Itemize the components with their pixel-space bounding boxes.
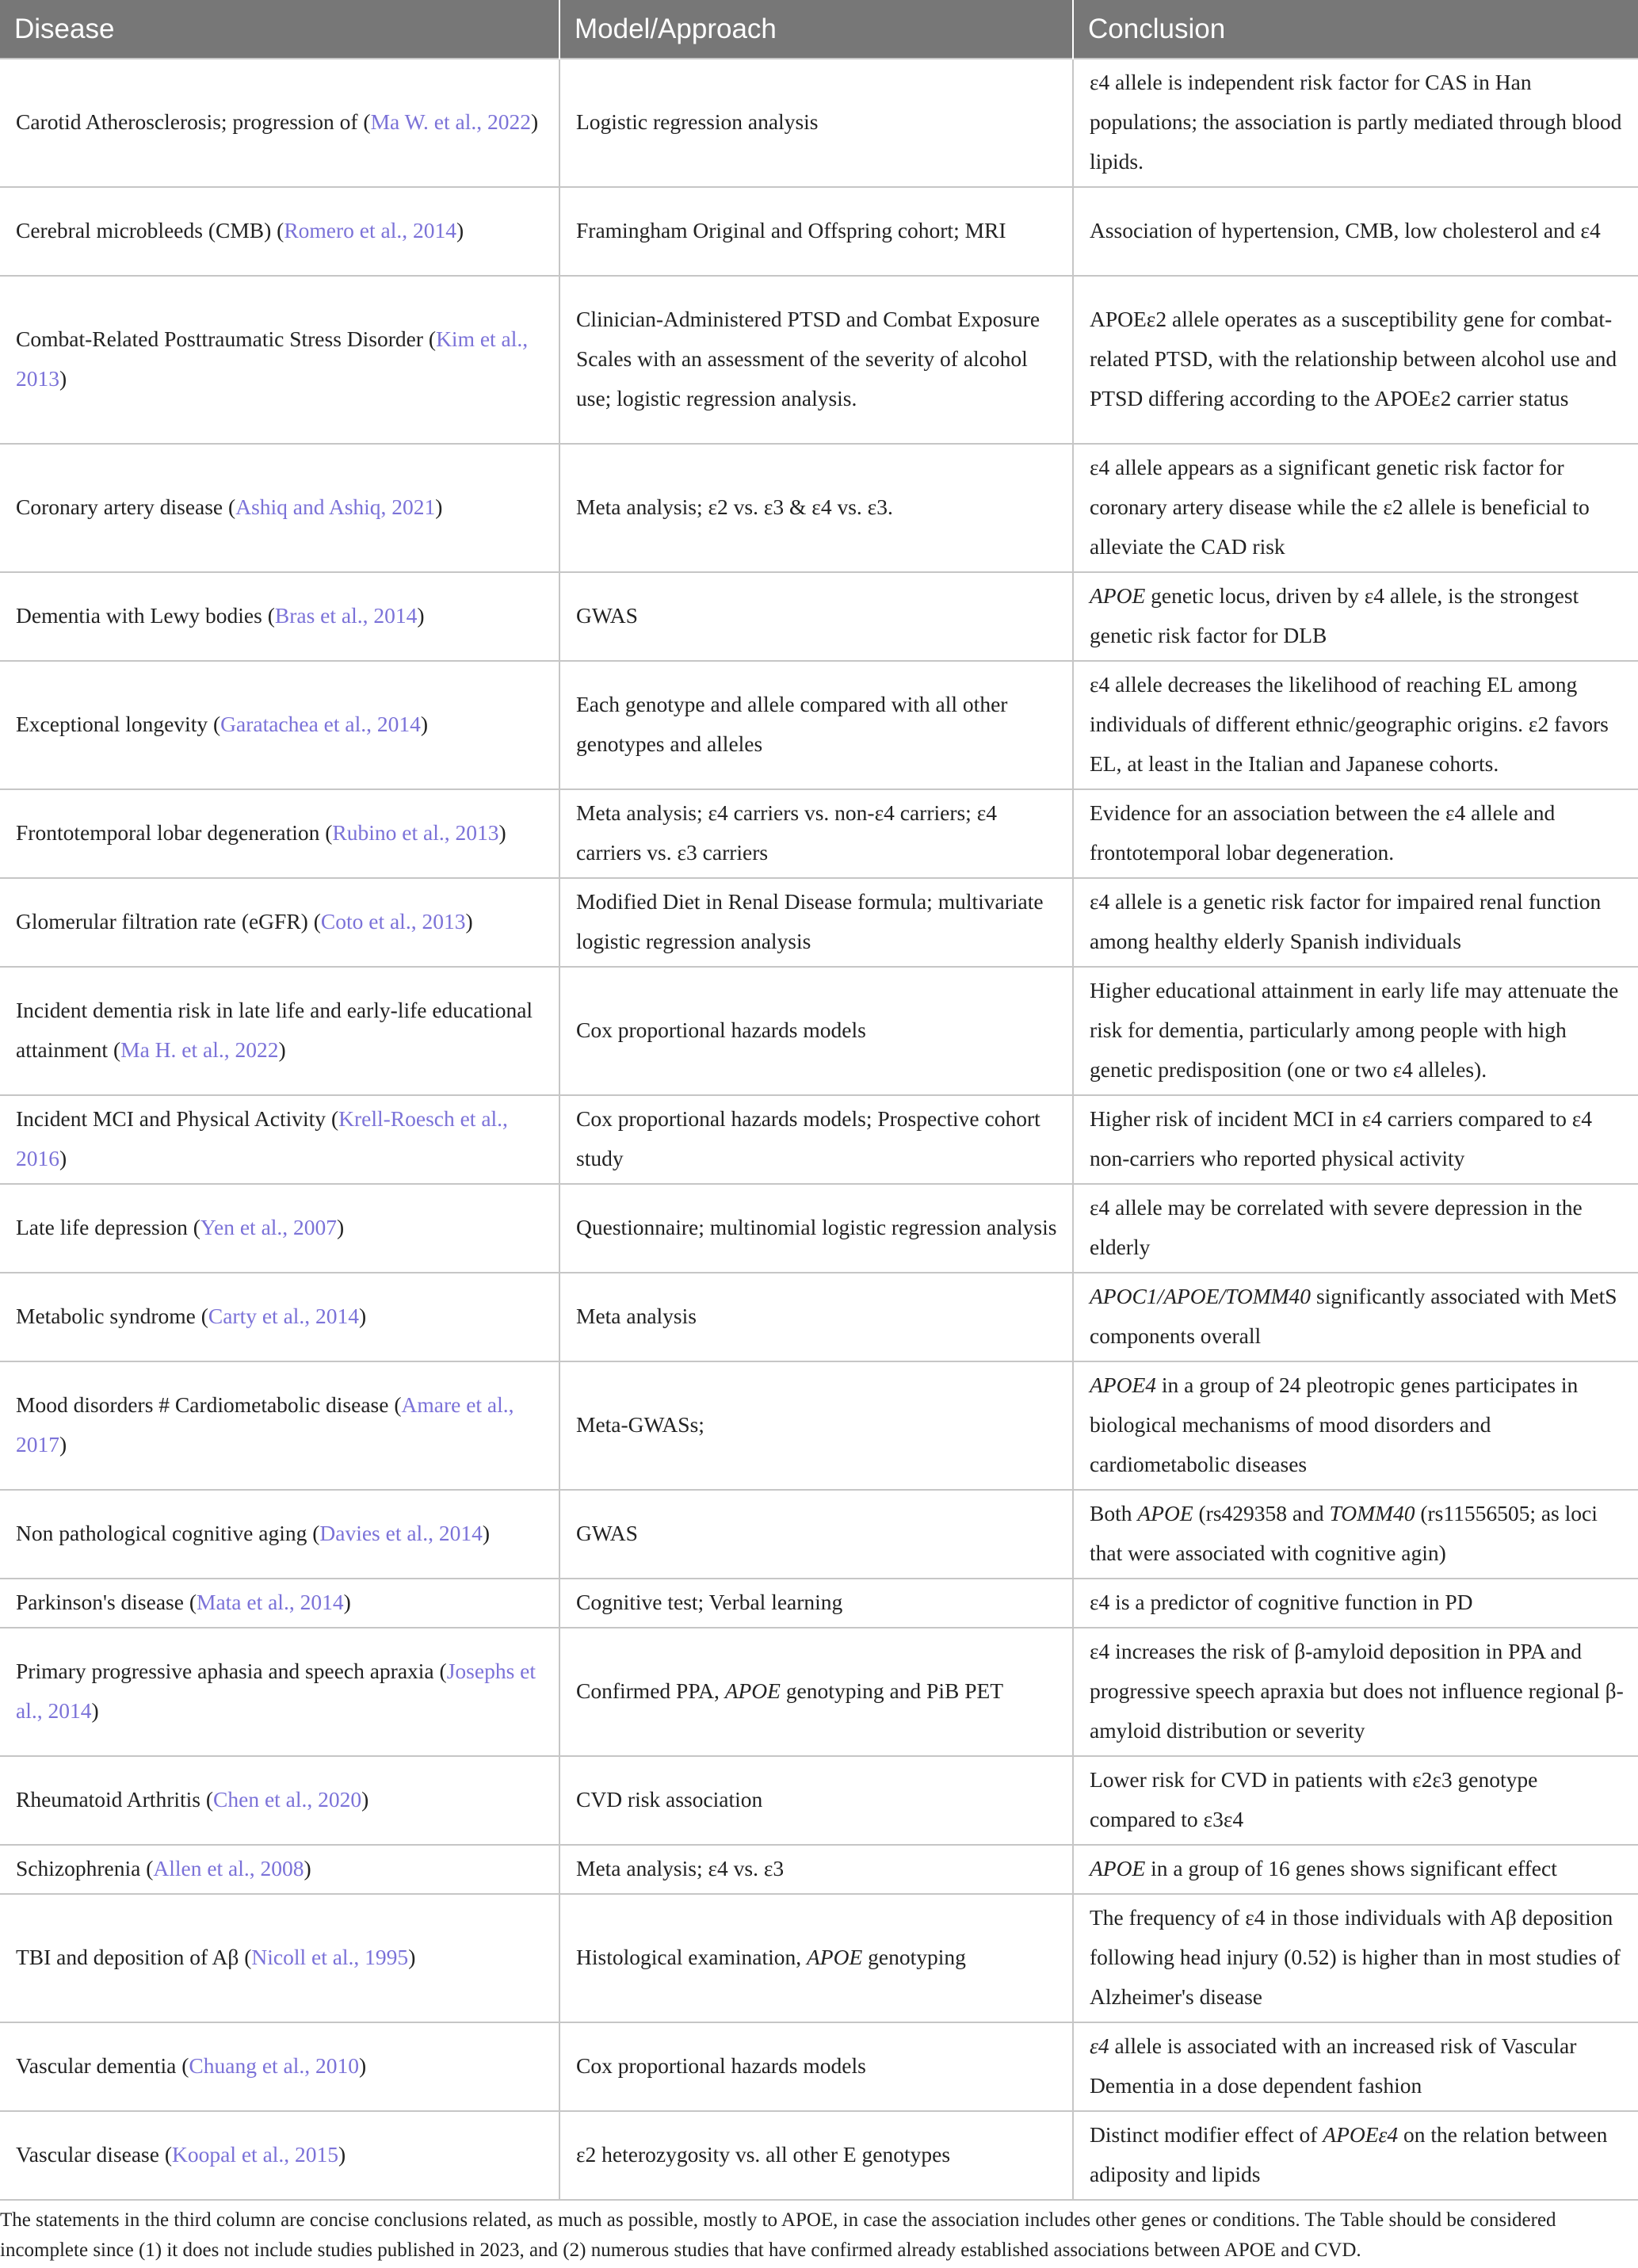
table-row bbox=[0, 1490, 1638, 1579]
cell-disease: Vascular disease (Koopal et al., 2015) bbox=[0, 2111, 559, 2200]
model-text: Clinician-Administered PTSD and Combat Exposure Scales with an assessment of the severity of alcohol use; logistic regression analysis. bbox=[576, 307, 1040, 410]
cell-model bbox=[559, 1490, 1073, 1579]
table-row bbox=[0, 572, 1638, 661]
disease-name: Mood disorders # Cardiometabolic disease bbox=[16, 1392, 389, 1417]
citation-link[interactable]: Koopal et al., 2015 bbox=[172, 2142, 339, 2167]
conclusion-text: Lower risk for CVD in patients with ε2ε3 genotype compared to ε3ε4 bbox=[1090, 1767, 1538, 1831]
model-text: genotyping bbox=[862, 1945, 966, 1969]
conclusion-text-pre: Distinct modifier effect of bbox=[1090, 2122, 1323, 2147]
cell-disease: Cerebral microbleeds (CMB) (Romero et al., 2014) bbox=[0, 187, 559, 276]
model-text: Framingham Original and Offspring cohort; MRI bbox=[576, 218, 1006, 242]
table-row bbox=[0, 2022, 1638, 2111]
cell-model bbox=[559, 789, 1073, 878]
conclusion-gene-name-2: TOMM40 bbox=[1329, 1501, 1415, 1525]
conclusion-text: in a group of 16 genes shows significant effect bbox=[1145, 1856, 1557, 1880]
citation-link[interactable]: Amare et al., 2017 bbox=[16, 1392, 514, 1457]
disease-name: Carotid Atherosclerosis; progression of bbox=[16, 109, 358, 134]
citation-link[interactable]: Ma H. et al., 2022 bbox=[120, 1037, 279, 1062]
conclusion-gene-name: APOC1/APOE/TOMM40 bbox=[1090, 1284, 1312, 1308]
model-text: Cognitive test; Verbal learning bbox=[576, 1590, 843, 1614]
conclusion-text: Higher educational attainment in early life may attenuate the risk for dementia, particularly among people with high genetic predisposition (one or two ε4 alleles). bbox=[1090, 978, 1619, 1082]
citation-link[interactable]: Davies et al., 2014 bbox=[319, 1521, 483, 1545]
conclusion-gene-name: APOE bbox=[1090, 1856, 1146, 1880]
conclusion-text: Higher risk of incident MCI in ε4 carriers compared to ε4 non-carriers who reported physical activity bbox=[1090, 1106, 1593, 1170]
cell-model bbox=[559, 1361, 1073, 1490]
disease-name: Rheumatoid Arthritis bbox=[16, 1787, 200, 1812]
citation-link[interactable]: Nicoll et al., 1995 bbox=[251, 1945, 409, 1969]
cell-conclusion bbox=[1073, 187, 1638, 276]
model-text: CVD risk association bbox=[576, 1787, 763, 1812]
cell-disease: Incident dementia risk in late life and early-life educational attainment (Ma H. et al., 2022) bbox=[0, 967, 559, 1095]
cell-disease: Glomerular filtration rate (eGFR) (Coto et al., 2013) bbox=[0, 878, 559, 967]
model-text: Cox proportional hazards models; Prospective cohort study bbox=[576, 1106, 1040, 1170]
cell-model bbox=[559, 1184, 1073, 1273]
citation-link[interactable]: Kim et al., 2013 bbox=[16, 326, 529, 391]
disease-name: Primary progressive aphasia and speech apraxia bbox=[16, 1659, 434, 1683]
cell-model bbox=[559, 661, 1073, 789]
conclusion-text: in a group of 24 pleotropic genes participates in biological mechanisms of mood disorders and cardiometabolic diseases bbox=[1090, 1373, 1579, 1476]
table-row bbox=[0, 967, 1638, 1095]
cell-model bbox=[559, 1845, 1073, 1894]
disease-name: Exceptional longevity bbox=[16, 712, 208, 736]
cell-conclusion bbox=[1073, 1894, 1638, 2022]
cell-conclusion bbox=[1073, 59, 1638, 187]
disease-name: Non pathological cognitive aging bbox=[16, 1521, 307, 1545]
conclusion-text: ε4 allele is independent risk factor for CAS in Han populations; the association is partly mediated through blood lipids. bbox=[1090, 70, 1622, 174]
disease-name: Coronary artery disease bbox=[16, 494, 223, 519]
model-text: Meta analysis; ε4 carriers vs. non-ε4 carriers; ε4 carriers vs. ε3 carriers bbox=[576, 800, 997, 865]
conclusion-gene-name: ε4 bbox=[1090, 2033, 1109, 2058]
cell-disease: Metabolic syndrome (Carty et al., 2014) bbox=[0, 1273, 559, 1361]
cell-disease: Vascular dementia (Chuang et al., 2010) bbox=[0, 2022, 559, 2111]
cell-conclusion bbox=[1073, 1184, 1638, 1273]
conclusion-text: on the relation between adiposity and lipids bbox=[1090, 2122, 1608, 2186]
cell-disease: Rheumatoid Arthritis (Chen et al., 2020) bbox=[0, 1756, 559, 1845]
conclusion-text-mid: (rs429358 and bbox=[1193, 1501, 1330, 1525]
table-row bbox=[0, 661, 1638, 789]
cell-conclusion bbox=[1073, 1095, 1638, 1184]
citation-link[interactable]: Garatachea et al., 2014 bbox=[220, 712, 421, 736]
cell-disease: Schizophrenia (Allen et al., 2008) bbox=[0, 1845, 559, 1894]
citation-link[interactable]: Krell-Roesch et al., 2016 bbox=[16, 1106, 508, 1170]
model-text: Meta analysis; ε4 vs. ε3 bbox=[576, 1856, 785, 1880]
table-row bbox=[0, 1894, 1638, 2022]
model-text: Modified Diet in Renal Disease formula; multivariate logistic regression analysis bbox=[576, 889, 1044, 953]
table-row bbox=[0, 1361, 1638, 1490]
cell-conclusion bbox=[1073, 1361, 1638, 1490]
model-text: ε2 heterozygosity vs. all other E genotypes bbox=[576, 2142, 951, 2167]
cell-disease: Primary progressive aphasia and speech apraxia (Josephs et al., 2014) bbox=[0, 1628, 559, 1756]
disease-name: Combat-Related Posttraumatic Stress Disorder bbox=[16, 326, 424, 351]
model-gene-name: APOE bbox=[724, 1678, 781, 1703]
table-row bbox=[0, 59, 1638, 187]
cell-model bbox=[559, 1579, 1073, 1628]
cell-conclusion bbox=[1073, 967, 1638, 1095]
conclusion-gene-name: APOE bbox=[1090, 583, 1146, 608]
cell-conclusion bbox=[1073, 2022, 1638, 2111]
model-text: genotyping and PiB PET bbox=[780, 1678, 1004, 1703]
cell-model bbox=[559, 967, 1073, 1095]
conclusion-text: (rs11556505; as loci that were associated with cognitive agin) bbox=[1090, 1501, 1598, 1565]
table-row bbox=[0, 1273, 1638, 1361]
model-text: Each genotype and allele compared with all other genotypes and alleles bbox=[576, 692, 1008, 756]
table-row bbox=[0, 1184, 1638, 1273]
table-row bbox=[0, 1579, 1638, 1628]
table-row bbox=[0, 444, 1638, 572]
cell-model bbox=[559, 276, 1073, 444]
citation-link[interactable]: Carty et al., 2014 bbox=[208, 1304, 360, 1328]
citation-link[interactable]: Chen et al., 2020 bbox=[213, 1787, 362, 1812]
conclusion-text: ε4 is a predictor of cognitive function in PD bbox=[1090, 1590, 1473, 1614]
disease-name: Frontotemporal lobar degeneration bbox=[16, 820, 320, 845]
citation-link[interactable]: Yen et al., 2007 bbox=[200, 1215, 338, 1239]
header-disease: Disease bbox=[0, 0, 559, 59]
citation-link[interactable]: Mata et al., 2014 bbox=[197, 1590, 344, 1614]
cell-model bbox=[559, 572, 1073, 661]
disease-name: Vascular disease bbox=[16, 2142, 159, 2167]
cell-conclusion bbox=[1073, 2111, 1638, 2200]
cell-conclusion bbox=[1073, 1579, 1638, 1628]
cell-disease: Mood disorders # Cardiometabolic disease (Amare et al., 2017) bbox=[0, 1361, 559, 1490]
conclusion-text-pre: Both bbox=[1090, 1501, 1138, 1525]
model-text: Cox proportional hazards models bbox=[576, 1018, 866, 1042]
conclusion-gene-name: APOE bbox=[1137, 1501, 1193, 1525]
table-row bbox=[0, 2111, 1638, 2200]
cell-disease: TBI and deposition of Aβ (Nicoll et al., 1995) bbox=[0, 1894, 559, 2022]
model-text: GWAS bbox=[576, 603, 638, 628]
conclusion-text: genetic locus, driven by ε4 allele, is the strongest genetic risk factor for DLB bbox=[1090, 583, 1579, 647]
cell-model bbox=[559, 187, 1073, 276]
disease-name: Dementia with Lewy bodies bbox=[16, 603, 262, 628]
cell-conclusion bbox=[1073, 1628, 1638, 1756]
conclusion-text: Association of hypertension, CMB, low cholesterol and ε4 bbox=[1090, 218, 1601, 242]
conclusion-text: significantly associated with MetS components overall bbox=[1090, 1284, 1617, 1348]
header-row bbox=[0, 0, 1638, 59]
disease-name: TBI and deposition of Aβ bbox=[16, 1945, 239, 1969]
disease-name: Incident MCI and Physical Activity bbox=[16, 1106, 326, 1131]
cell-disease: Non pathological cognitive aging (Davies et al., 2014) bbox=[0, 1490, 559, 1579]
cell-model bbox=[559, 1095, 1073, 1184]
conclusion-text: ε4 allele decreases the likelihood of reaching EL among individuals of different ethnic/geographic origins. ε2 favors EL, at least in the Italian and Japanese cohorts. bbox=[1090, 672, 1609, 776]
cell-conclusion bbox=[1073, 1845, 1638, 1894]
model-text: Meta analysis bbox=[576, 1304, 697, 1328]
table-row bbox=[0, 1845, 1638, 1894]
disease-name: Metabolic syndrome bbox=[16, 1304, 196, 1328]
cell-disease: Dementia with Lewy bodies (Bras et al., 2014) bbox=[0, 572, 559, 661]
citation-link[interactable]: Ashiq and Ashiq, 2021 bbox=[235, 494, 436, 519]
cell-model bbox=[559, 444, 1073, 572]
cell-model bbox=[559, 2111, 1073, 2200]
table-row bbox=[0, 789, 1638, 878]
cell-model bbox=[559, 878, 1073, 967]
citation-link[interactable]: Ma W. et al., 2022 bbox=[370, 109, 531, 134]
disease-name: Cerebral microbleeds (CMB) bbox=[16, 218, 272, 242]
citation-link[interactable]: Chuang et al., 2010 bbox=[189, 2053, 360, 2078]
cell-disease: Incident MCI and Physical Activity (Krell-Roesch et al., 2016) bbox=[0, 1095, 559, 1184]
table-row bbox=[0, 187, 1638, 276]
model-text-pre: Confirmed PPA, bbox=[576, 1678, 725, 1703]
model-text: Logistic regression analysis bbox=[576, 109, 819, 134]
cell-model bbox=[559, 59, 1073, 187]
cell-conclusion bbox=[1073, 444, 1638, 572]
cell-disease: Frontotemporal lobar degeneration (Rubino et al., 2013) bbox=[0, 789, 559, 878]
citation-link[interactable]: Allen et al., 2008 bbox=[153, 1856, 304, 1880]
conclusion-text: ε4 allele appears as a significant genetic risk factor for coronary artery disease while the ε2 allele is beneficial to alleviate the CAD risk bbox=[1090, 455, 1590, 559]
table-row bbox=[0, 878, 1638, 967]
conclusion-text: APOEε2 allele operates as a susceptibility gene for combat-related PTSD, with the relationship between alcohol use and PTSD differing according to the APOEε2 carrier status bbox=[1090, 307, 1617, 410]
disease-name: Late life depression bbox=[16, 1215, 188, 1239]
model-text: Questionnaire; multinomial logistic regression analysis bbox=[576, 1215, 1057, 1239]
cell-conclusion bbox=[1073, 789, 1638, 878]
disease-name: Schizophrenia bbox=[16, 1856, 141, 1880]
disease-name: Glomerular filtration rate (eGFR) bbox=[16, 909, 308, 934]
cell-conclusion bbox=[1073, 1273, 1638, 1361]
disease-name: Parkinson's disease bbox=[16, 1590, 184, 1614]
model-text: Meta-GWASs; bbox=[576, 1412, 704, 1437]
conclusion-gene-name: APOE4 bbox=[1090, 1373, 1157, 1397]
conclusion-text: The frequency of ε4 in those individuals with Aβ deposition following head injury (0.52) is higher than in most studies of Alzheimer's disease bbox=[1090, 1905, 1621, 2009]
model-text-pre: Histological examination, bbox=[576, 1945, 807, 1969]
table-body bbox=[0, 59, 1638, 2200]
cell-conclusion bbox=[1073, 661, 1638, 789]
cell-conclusion bbox=[1073, 1756, 1638, 1845]
table-footnote: The statements in the third column are concise conclusions related, as much as possible, mostly to APOE, in case the association includes other genes or conditions. The Table should be considered incomplete since (1) it does not include studies published in 2023, and (2) numerous studies that have confirmed already established associations between APOE and CVD. bbox=[0, 2209, 1556, 2261]
cell-model bbox=[559, 1756, 1073, 1845]
model-text: Meta analysis; ε2 vs. ε3 & ε4 vs. ε3. bbox=[576, 494, 893, 519]
model-text: GWAS bbox=[576, 1521, 638, 1545]
cell-disease: Coronary artery disease (Ashiq and Ashiq, 2021) bbox=[0, 444, 559, 572]
citation-link[interactable]: Bras et al., 2014 bbox=[274, 603, 418, 628]
conclusion-text: Evidence for an association between the ε4 allele and frontotemporal lobar degeneration. bbox=[1090, 800, 1556, 865]
cell-disease: Exceptional longevity (Garatachea et al., 2014) bbox=[0, 661, 559, 789]
cell-conclusion bbox=[1073, 572, 1638, 661]
table-row bbox=[0, 1756, 1638, 1845]
cell-model bbox=[559, 2022, 1073, 2111]
header-conclusion: Conclusion bbox=[1073, 0, 1638, 59]
table-row bbox=[0, 276, 1638, 444]
model-text: Cox proportional hazards models bbox=[576, 2053, 866, 2078]
cell-model bbox=[559, 1628, 1073, 1756]
table-row bbox=[0, 1628, 1638, 1756]
conclusion-text: ε4 allele may be correlated with severe depression in the elderly bbox=[1090, 1195, 1583, 1259]
disease-name: Incident dementia risk in late life and early-life educational attainment bbox=[16, 998, 533, 1062]
cell-model bbox=[559, 1273, 1073, 1361]
model-gene-name: APOE bbox=[806, 1945, 863, 1969]
cell-conclusion bbox=[1073, 1490, 1638, 1579]
conclusion-text: allele is associated with an increased risk of Vascular Dementia in a dose dependent fashion bbox=[1090, 2033, 1577, 2098]
cell-conclusion bbox=[1073, 878, 1638, 967]
cell-model bbox=[559, 1894, 1073, 2022]
conclusion-gene-name: APOEε4 bbox=[1323, 2122, 1399, 2147]
citation-link[interactable]: Rubino et al., 2013 bbox=[332, 820, 499, 845]
header-model-approach: Model/Approach bbox=[559, 0, 1073, 59]
citation-link[interactable]: Romero et al., 2014 bbox=[284, 218, 456, 242]
cell-conclusion bbox=[1073, 276, 1638, 444]
cell-disease: Combat-Related Posttraumatic Stress Disorder (Kim et al., 2013) bbox=[0, 276, 559, 444]
citation-link[interactable]: Josephs et al., 2014 bbox=[16, 1659, 536, 1723]
disease-name: Vascular dementia bbox=[16, 2053, 177, 2078]
cell-disease: Parkinson's disease (Mata et al., 2014) bbox=[0, 1579, 559, 1628]
conclusion-text: ε4 increases the risk of β-amyloid deposition in PPA and progressive speech apraxia but does not influence regional β-amyloid distribution or severity bbox=[1090, 1639, 1624, 1743]
table-row bbox=[0, 1095, 1638, 1184]
conclusion-text: ε4 allele is a genetic risk factor for impaired renal function among healthy elderly Spanish individuals bbox=[1090, 889, 1602, 953]
citation-link[interactable]: Coto et al., 2013 bbox=[320, 909, 466, 934]
cell-disease: Carotid Atherosclerosis; progression of (Ma W. et al., 2022) bbox=[0, 59, 559, 187]
cell-disease: Late life depression (Yen et al., 2007) bbox=[0, 1184, 559, 1273]
